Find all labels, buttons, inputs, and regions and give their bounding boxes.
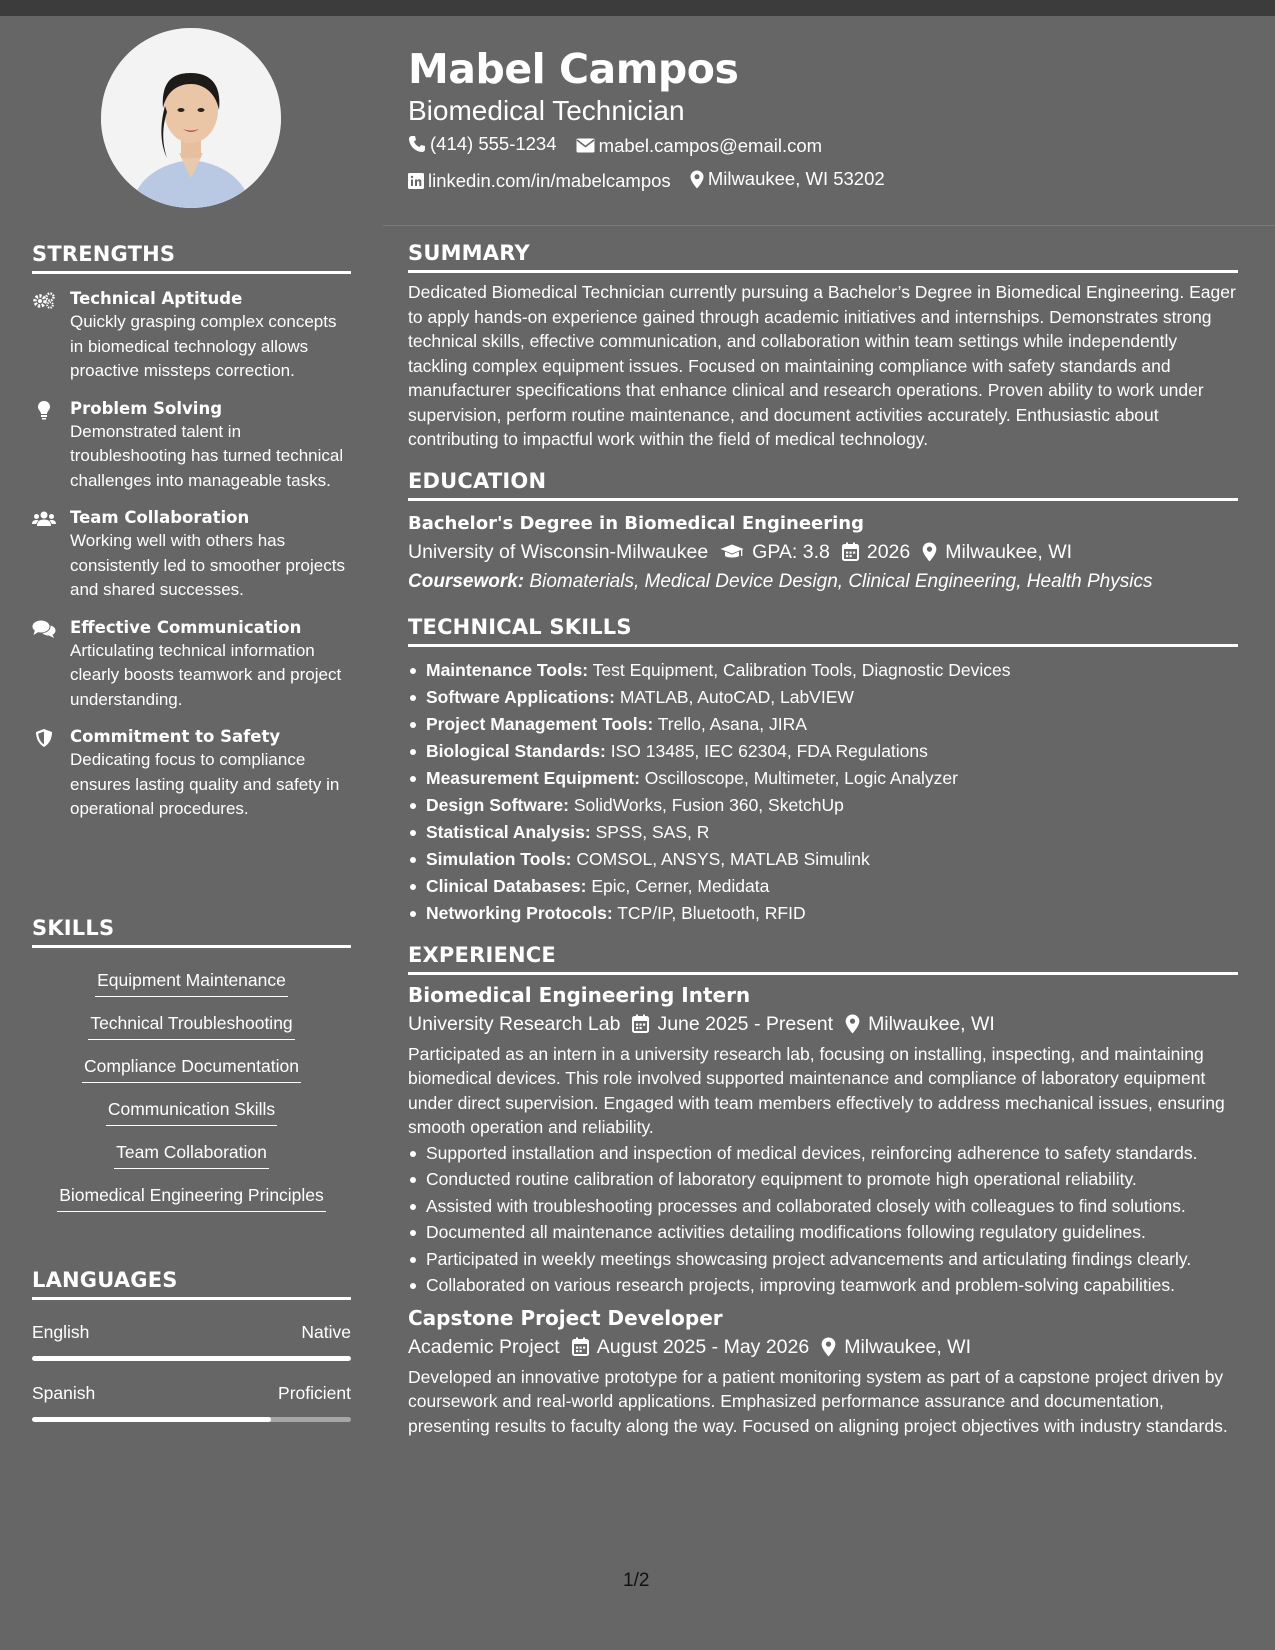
education-heading: EDUCATION <box>408 469 1238 501</box>
skill-values: ISO 13485, IEC 62304, FDA Regulations <box>605 740 928 761</box>
main-content <box>408 241 1238 1438</box>
job-entry <box>408 981 1238 1298</box>
phone-icon <box>408 135 426 153</box>
job-bullet: Collaborated on various research projects, improving teamwork and problem-solving capabilities. <box>408 1273 1238 1298</box>
job-meta <box>408 1332 1238 1362</box>
header-divider <box>383 225 1275 226</box>
strength-name: Team Collaboration <box>70 508 250 527</box>
summary-heading: SUMMARY <box>408 241 1238 273</box>
technical-skill-item <box>408 819 1238 846</box>
job-entry <box>408 1304 1238 1439</box>
technical-skill-item <box>408 846 1238 873</box>
job-bullet: Assisted with troubleshooting processes and collaborated closely with colleagues to find solutions. <box>408 1194 1238 1219</box>
job-bullet: Documented all maintenance activities detailing modifications following regulatory guidelines. <box>408 1220 1238 1245</box>
language-bar <box>32 1356 351 1361</box>
location-contact <box>690 163 885 195</box>
language-level: Native <box>301 1322 351 1342</box>
skill-values: TCP/IP, Bluetooth, RFID <box>612 902 806 923</box>
candidate-title: Biomedical Technician <box>408 95 685 126</box>
strengths-heading: STRENGTHS <box>32 242 351 274</box>
experience-section <box>408 943 1238 1439</box>
strength-name: Effective Communication <box>70 617 302 637</box>
profile-photo-image <box>101 28 281 208</box>
linkedin-icon <box>408 173 424 189</box>
skill-category: Simulation Tools: <box>426 848 572 869</box>
gears-icon <box>32 290 56 310</box>
job-bullet: Participated in weekly meetings showcasing project advancements and articulating findings clearly. <box>408 1247 1238 1272</box>
skill-category: Maintenance Tools: <box>426 659 589 680</box>
skill-tag: Compliance Documentation <box>82 1054 301 1083</box>
technical-skill-item <box>408 900 1238 927</box>
skill-values: COMSOL, ANSYS, MATLAB Simulink <box>571 848 870 869</box>
job-location: Milwaukee, WI <box>868 1012 995 1035</box>
skill-values: Oscilloscope, Multimeter, Logic Analyzer <box>639 767 958 788</box>
technical-skill-item <box>408 684 1238 711</box>
linkedin-url[interactable]: linkedin.com/in/mabelcampos <box>428 169 671 191</box>
top-bar <box>0 0 1275 16</box>
comments-icon <box>32 619 56 639</box>
strength-description: Dedicating focus to compliance ensures lasting quality and safety in operational procedures. <box>70 750 340 818</box>
language-bar-fill <box>32 1417 271 1422</box>
resume-header <box>408 42 1238 199</box>
school-location: Milwaukee, WI <box>945 540 1073 563</box>
skill-category: Networking Protocols: <box>426 902 613 923</box>
skill-tag: Biomedical Engineering Principles <box>57 1183 326 1212</box>
phone-number: (414) 555-1234 <box>430 133 557 154</box>
languages-heading: LANGUAGES <box>32 1268 351 1300</box>
technical-skills-section <box>408 615 1238 927</box>
skill-category: Statistical Analysis: <box>426 821 591 842</box>
page-indicator: 1/2 <box>623 1570 650 1591</box>
gpa: GPA: 3.8 <box>752 540 830 563</box>
skills-heading: SKILLS <box>32 916 351 948</box>
job-dates: June 2025 - Present <box>657 1012 834 1035</box>
technical-skills-heading: TECHNICAL SKILLS <box>408 615 1238 647</box>
language-bar <box>32 1417 351 1422</box>
language-name: English <box>32 1322 90 1342</box>
language-bar-fill <box>32 1356 351 1361</box>
job-organization: Academic Project <box>408 1335 560 1358</box>
skill-tag: Team Collaboration <box>114 1140 269 1169</box>
technical-skill-item <box>408 765 1238 792</box>
email-contact[interactable] <box>576 130 822 162</box>
skills-list <box>32 954 351 1212</box>
location-text: Milwaukee, WI 53202 <box>707 168 885 189</box>
degree-name: Bachelor's Degree in Biomedical Engineering <box>408 512 864 534</box>
language-item <box>32 1320 351 1361</box>
job-dates: August 2025 - May 2026 <box>596 1335 810 1358</box>
strength-description: Quickly grasping complex concepts in biomedical technology allows proactive missteps correction. <box>70 312 337 380</box>
skill-values: Trello, Asana, JIRA <box>653 713 807 734</box>
profile-photo <box>101 28 281 208</box>
job-description: Developed an innovative prototype for a patient monitoring system as part of a capstone project driven by coursework and real-world applications. Emphasized performance assurance and documentation, presenting results to faculty along the way. Focused on aligning project objectives with industry standards. <box>408 1366 1228 1436</box>
job-organization: University Research Lab <box>408 1012 621 1035</box>
map-pin-icon <box>845 1014 860 1034</box>
graduation-cap-icon <box>720 544 744 560</box>
skill-tag: Equipment Maintenance <box>95 968 288 997</box>
lightbulb-icon <box>32 400 56 420</box>
job-bullet: Conducted routine calibration of laboratory equipment to promote high operational reliability. <box>408 1167 1238 1192</box>
map-pin-icon <box>690 170 704 189</box>
summary-text: Dedicated Biomedical Technician currently pursuing a Bachelor’s Degree in Biomedical Engineering. Eager to apply hands-on experience gained through academic initiatives and internships. Demonstrates strong technical skills, effective communication, and collaboration within team settings while independently tackling complex equipment issues. Focused on maintaining compliance with safety standards and manufacturer specifications that enhance clinical and research operations. Proven ability to work under supervision, perform routine maintenance, and document activities accurately. Enthusiastic about contributing to impactful work within the field of medical technology. <box>408 282 1236 449</box>
strength-name: Commitment to Safety <box>70 727 281 746</box>
strength-description: Working well with others has consistently led to smoother projects and shared successes. <box>70 531 345 599</box>
job-title: Biomedical Engineering Intern <box>408 982 751 1007</box>
skill-category: Measurement Equipment: <box>426 767 640 788</box>
skill-values: SolidWorks, Fusion 360, SketchUp <box>568 794 844 815</box>
job-location: Milwaukee, WI <box>844 1335 971 1358</box>
skill-category: Design Software: <box>426 794 569 815</box>
technical-skill-item <box>408 657 1238 684</box>
shield-icon <box>32 728 56 748</box>
languages-section <box>32 1268 351 1422</box>
strength-item <box>32 617 351 713</box>
coursework <box>408 567 1238 597</box>
skill-values: Epic, Cerner, Medidata <box>586 875 770 896</box>
technical-skill-item <box>408 873 1238 900</box>
skill-category: Software Applications: <box>426 686 615 707</box>
skill-tag: Communication Skills <box>106 1097 277 1126</box>
coursework-list: Biomaterials, Medical Device Design, Clinical Engineering, Health Physics <box>524 570 1153 592</box>
job-title: Capstone Project Developer <box>408 1305 723 1330</box>
education-meta <box>408 537 1238 567</box>
calendar-icon <box>842 542 859 561</box>
skill-category: Clinical Databases: <box>426 875 587 896</box>
skill-values: SPSS, SAS, R <box>590 821 710 842</box>
technical-skill-item <box>408 738 1238 765</box>
calendar-icon <box>572 1337 589 1356</box>
contact-info <box>408 128 1238 199</box>
coursework-label: Coursework: <box>408 570 525 592</box>
envelope-icon <box>576 138 595 153</box>
strength-item <box>32 288 351 384</box>
skills-section <box>32 916 351 1212</box>
strength-item <box>32 398 351 494</box>
job-description: Participated as an intern in a university research lab, focusing on installing, inspecting, and maintaining biomedical devices. This role involved supported maintenance and compliance of laboratory equipment under direct supervision. Engaged with team members effectively to address mechanical issues, ensuring smooth operation and reliability. <box>408 1043 1225 1137</box>
technical-skills-list <box>408 657 1238 927</box>
technical-skill-item <box>408 792 1238 819</box>
graduation-year: 2026 <box>866 540 911 563</box>
job-bullet: Supported installation and inspection of medical devices, reinforcing adherence to safety standards. <box>408 1141 1238 1166</box>
skill-values: MATLAB, AutoCAD, LabVIEW <box>614 686 854 707</box>
email-address[interactable]: mabel.campos@email.com <box>598 134 823 156</box>
experience-heading: EXPERIENCE <box>408 943 1238 975</box>
linkedin-contact[interactable] <box>408 165 671 197</box>
language-name: Spanish <box>32 1383 96 1403</box>
strength-item <box>32 507 351 603</box>
language-level: Proficient <box>278 1383 351 1403</box>
language-item <box>32 1381 351 1422</box>
skill-category: Project Management Tools: <box>426 713 654 734</box>
phone-contact <box>408 128 557 160</box>
strength-name: Technical Aptitude <box>70 289 243 308</box>
school-name: University of Wisconsin-Milwaukee <box>408 540 709 563</box>
users-icon <box>32 509 56 529</box>
skill-category: Biological Standards: <box>426 740 606 761</box>
job-bullets <box>408 1141 1238 1298</box>
summary-section <box>408 241 1238 452</box>
strength-description: Demonstrated talent in troubleshooting has turned technical challenges into manageable tasks. <box>70 421 344 490</box>
education-section <box>408 469 1238 597</box>
technical-skill-item <box>408 711 1238 738</box>
skill-values: Test Equipment, Calibration Tools, Diagnostic Devices <box>588 659 1011 680</box>
map-pin-icon <box>821 1337 836 1357</box>
strength-description: Articulating technical information clearly boosts teamwork and project understanding. <box>70 640 342 709</box>
candidate-name: Mabel Campos <box>408 45 739 93</box>
map-pin-icon <box>922 542 937 562</box>
strength-item <box>32 726 351 822</box>
job-meta <box>408 1009 1238 1039</box>
strength-name: Problem Solving <box>70 398 223 418</box>
strengths-section <box>32 242 351 822</box>
calendar-icon <box>632 1014 649 1033</box>
skill-tag: Technical Troubleshooting <box>88 1011 294 1040</box>
